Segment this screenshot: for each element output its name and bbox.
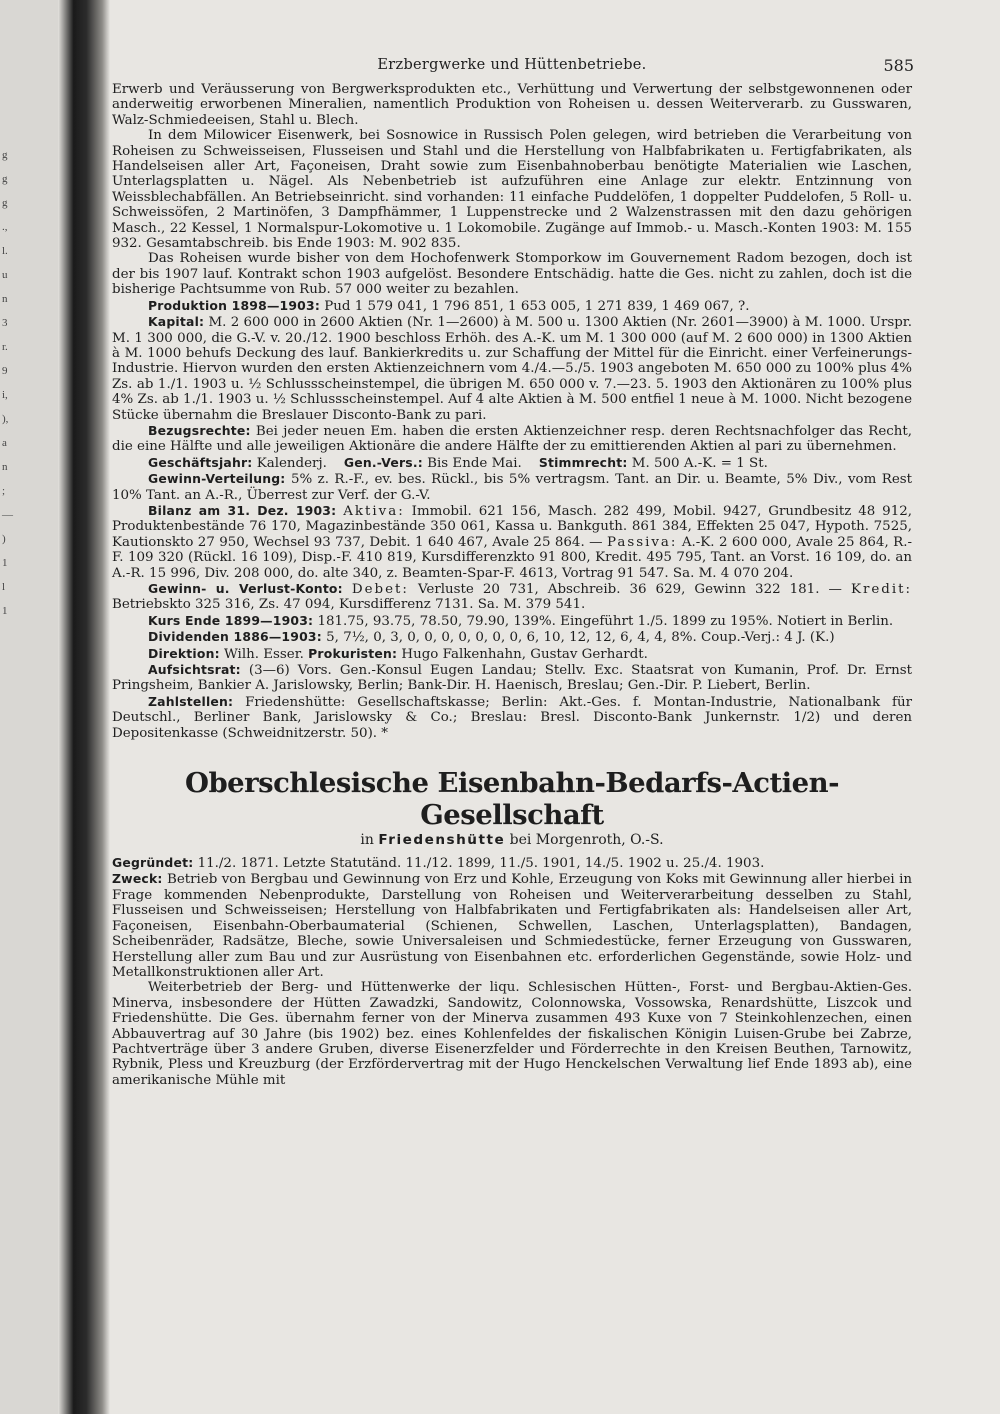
document-page: [112, 58, 912, 1088]
authorized-officers-text: Hugo Falkenhahn, Gustav Gerhardt.: [401, 646, 648, 662]
running-head: Erzbergwerke und Hüttenbetriebe.: [377, 57, 647, 73]
gutter-fragment: g: [2, 173, 8, 185]
general-meeting-label: Gen.-Vers.:: [343, 454, 423, 470]
gutter-fragment: l: [2, 581, 6, 593]
founded-text: 11./2. 1871. Letzte Statutänd. 11./12. 1899, 11./5. 1901, 14./5. 1902 u. 25./4. 1903.: [197, 856, 765, 872]
milowice-works-paragraph: In dem Milowicer Eisenwerk, bei Sosnowice in Russisch Polen gelegen, wird betrieben die Verarbeitung von Roheisen zu Schweisseisen, Flusseisen und Stahl und die Herstellung von Halbfabrikaten u. Fertigfabrikaten, als Handelseisen aller Art, Façoneisen, Draht sowie zum Eisenbahnoberbau benötigte Materialien wie Laschen, Unterlagsplatten u. Nägel. Als Nebenbetrieb ist aufzuführen eine Anlage zur elektr. Entzinnung von Weissblechabfällen. An Betriebseinricht. sind vorhanden: 11 einfache Puddelöfen, 1 doppelter Puddelofen, 5 Roll- u. Schweissöfen, 2 Martinöfen, 3 Dampfhämmer, 1 Luppenstrecke und 2 Walzenstrassen mit den dazu gehörigen Masch., 22 Kessel, 1 Normalspur-Lokomotive u. 1 Lokomobile. Zugänge auf Immob.- u. Masch.-Konten 1903: M. 155 932. Gesamtabschreib. bis Ende 1903: M. 902 835.: [112, 128, 912, 252]
subscription-rights-section: [112, 423, 912, 455]
location-name: Friedenshütte: [378, 832, 506, 849]
share-price-label: Kurs Ende 1899—1903:: [148, 612, 314, 628]
founded-label: Gegründet:: [112, 855, 194, 871]
purpose-label: Zweck:: [112, 871, 163, 887]
assets-label: Aktiva:: [343, 503, 405, 519]
gutter-fragment: 1: [2, 605, 8, 617]
gutter-fragment: ;: [2, 485, 6, 497]
gutter-fragment: 1: [2, 557, 8, 569]
credit-label: Kredit:: [850, 582, 913, 597]
general-meeting-text: Bis Ende Mai.: [427, 455, 522, 471]
fiscal-year-text: Kalenderj.: [256, 455, 327, 471]
management-section: [112, 646, 912, 662]
profit-distribution-section: [112, 471, 912, 503]
gutter-fragment: —: [2, 509, 13, 521]
paying-agents-label: Zahlstellen:: [148, 693, 234, 709]
debit-label: Debet:: [351, 582, 409, 597]
gutter-fragment: 9: [2, 365, 8, 377]
production-label: Produktion 1898—1903:: [148, 297, 320, 313]
profit-distribution-label: Gewinn-Verteilung:: [148, 471, 286, 487]
supervisory-board-text: (3—6) Vors. Gen.-Konsul Eugen Landau; Stellv. Exc. Staatsrat von Kumanin, Prof. Dr. Ernst Pringsheim, Bankier A. Jarislowsky, Berlin; Bank-Dir. H. Haenisch, Breslau; Gen.-Dir. P. Liebert, Berlin.: [112, 663, 912, 694]
capital-label: Kapital:: [148, 314, 205, 330]
supervisory-board-section: [112, 662, 912, 694]
management-label: Direktion:: [148, 645, 220, 661]
share-price-text: 181.75, 93.75, 78.50, 79.90, 139%. Eingeführt 1./5. 1899 zu 195%. Notiert in Berlin.: [317, 613, 894, 629]
production-section: [112, 298, 912, 314]
credit-text: Betriebskto 325 316, Zs. 47 094, Kursdifferenz 7131. Sa. M. 379 541.: [112, 597, 586, 613]
profit-distribution-text: 5% z. R.-F., ev. bes. Rückl., bis 5% vertragsm. Tant. an Dir. u. Beamte, 5% Div., vom Rest 10% Tant. an A.-R., Überrest zur Verf. der G.-V.: [112, 472, 912, 503]
liabilities-label: Passiva:: [606, 534, 678, 550]
debit-text: Verluste 20 731, Abschreib. 36 629, Gewinn 322 181. —: [417, 582, 842, 597]
gutter-fragment: 3: [2, 317, 8, 329]
fiscal-year-label: Geschäftsjahr:: [148, 454, 253, 470]
purpose-text: Betrieb von Bergbau und Gewinnung von Erz und Kohle, Erzeugung von Koks mit Gewinnung aller hierbei in Frage kommenden Nebenprodukte, Darstellung von Roheisen und Weiterverarbeitung desselben zu Stahl, Flusseisen und Schweisseisen; Herstellung von Halbfabrikaten und Fertigfabrikaten als: Handelseisen aller Art, Façoneisen, Eisenbahn-Oberbaumaterial (Schienen, Schwellen, Laschen, Unterlagsplatten), Bandagen, Scheibenräder, Radsätze, Bleche, sowie Universaleisen und Schmiedestücke, ferner Erzeugung von Gusswaren, Herstellung aller zum Bau und zur Ausrüstung von Eisenbahnen etc. erforderlichen Gegenstände, sowie Holz- und Metallkonstruktionen aller Art.: [112, 872, 912, 980]
dividends-label: Dividenden 1886—1903:: [148, 629, 322, 645]
supervisory-board-label: Aufsichtsrat:: [148, 662, 241, 678]
gutter-fragment: ),: [2, 413, 9, 425]
production-text: Pud 1 579 041, 1 796 851, 1 653 005, 1 271 839, 1 469 067, ?.: [324, 298, 750, 314]
company-heading: Oberschlesische Eisenbahn-Bedarfs-Actien-Gesellschaft: [184, 767, 839, 832]
continued-operations-paragraph: Weiterbetrieb der Berg- und Hüttenwerke der liqu. Schlesischen Hütten-, Forst- und Bergbau-Aktien-Ges. Minerva, insbesondere der Hütten Zawadzki, Sandowitz, Colonnowska, Vossowska, Renardshütte, Liszcok und Friedenshütte. Die Ges. übernahm ferner von der Minerva zusammen 493 Kuxe von 7 Steinkohlenzechen, einen Abbauvertrag auf 30 Jahre (bis 1902) bez. eines Kohlenfeldes der fiskalischen Königin Luisen-Grube bei Zabrze, Pachtverträge über 3 andere Gruben, diverse Eisenerzfelder und Förderrechte in den Kreisen Beuthen, Tarnowitz, Rybnik, Pless und Kreuzburg (der Erzfördervertrag mit der Hugo Henckelschen Verwaltung lief Ende 1893 ab), eine amerikanische Mühle mit: [112, 980, 912, 1088]
gutter-fragment: n: [2, 461, 8, 473]
paying-agents-section: [112, 694, 912, 741]
founded-section: [112, 855, 912, 871]
voting-right-text: M. 500 A.-K. = 1 St.: [631, 455, 768, 471]
liabilities-text: A.-K. 2 600 000, Avale 25 864, R.-F. 109 320 (Rückl. 16 109), Disp.-F. 410 819, Kursdifferenzkto 91 800, Kredit. 495 795, Tant. an Vorst. 16 109, do. an A.-R. 15 996, Div. 208 000, do. alte 340, z. Beamten-Spar-F. 4613, Vortrag 91 547. Sa. M. 4 070 204.: [112, 534, 912, 581]
location-suffix: bei Morgenroth, O.-S.: [509, 832, 664, 849]
pig-iron-supply-paragraph: Das Roheisen wurde bisher von dem Hochofenwerk Stomporkow im Gouvernement Radom bezogen, doch ist der bis 1907 lauf. Kontrakt schon 1903 aufgelöst. Besondere Entschädig. hatte die Ges. nicht zu zahlen, doch ist die bisherige Pachtsumme von Rub. 57 000 weiter zu bezahlen.: [112, 251, 912, 298]
purpose-continuation: Erwerb und Veräusserung von Bergwerksprodukten etc., Verhüttung und Verwertung der selbstgewonnenen oder anderweitig erworbenen Mineralien, namentlich Produktion von Roheisen u. dessen Weiterverarb. zu Gusswaren, Walz-Schmiedeeisen, Stahl u. Blech.: [112, 82, 912, 128]
profit-loss-label: Gewinn- u. Verlust-Konto:: [148, 581, 343, 596]
paying-agents-text: Friedenshütte: Gesellschaftskasse; Berlin: Akt.-Ges. f. Montan-Industrie, Nationalbank für Deutschl., Berliner Bank, Jarislowsky & Co.; Breslau: Bresl. Disconto-Bank Junkernstr. 1/2) und deren Depositenkasse (Schweidnitzerstr. 50). *: [112, 694, 912, 741]
capital-text: M. 2 600 000 in 2600 Aktien (Nr. 1—2600) à M. 500 u. 1300 Aktien (Nr. 2601—3900) à M. 1000. Urspr. M. 1 300 000, die G.-V. v. 20./12. 1900 beschloss Erhöh. des A.-K. um M. 1 300 000 (auf M. 2 600 000) in 1300 Aktien à M. 1000 behufs Deckung des lauf. Bankierkredits u. zur Schaffung der Mittel für die Einricht. einer Verfeinerungs-Industrie. Hiervon wurden den ersten Aktienzeichnern vom 4./4.—5./5. 1903 angeboten M. 650 000 zu 100% plus 4% Zs. ab 1./1. 1903 u. ½ Schlussscheinstempel, die übrigen M. 650 000 v. 7.—23. 5. 1903 den Aktionären zu 100% plus 4% Zs. ab 1./1. 1903 u. ½ Schlussscheinstempel. Auf 4 alte Aktien à M. 500 entfiel 1 neue à M. 1000. Nicht bezogene Stücke übernahm die Breslauer Disconto-Bank zu pari.: [112, 315, 912, 423]
gutter-fragment: r.: [2, 341, 8, 353]
gutter-fragment: l.: [2, 245, 8, 257]
page-header: [112, 58, 912, 82]
gutter-fragment: ): [2, 533, 6, 545]
assets-text: Immobil. 621 156, Masch. 282 499, Mobil. 9427, Grundbesitz 48 912, Produktenbestände 76 170, Magazinbestände 350 061, Kassa u. Bankguth. 861 384, Effekten 25 047, Hypoth. 7525, Kautionskto 27 950, Wechsel 93 737, Debit. 1 640 467, Avale 25 864. —: [112, 503, 912, 550]
balance-sheet-label: Bilanz am 31. Dez. 1903:: [148, 502, 337, 518]
subscription-rights-text: Bei jeder neuen Em. haben die ersten Aktienzeichner resp. deren Rechtsnachfolger das Recht, die eine Hälfte und alle jeweiligen Aktionäre die andere Hälfte der zu emittierenden Aktien al pari zu übernehmen.: [112, 423, 912, 455]
gutter-fragment: g: [2, 197, 8, 209]
gutter-fragment: g: [2, 149, 8, 161]
fiscal-year-section: [112, 455, 912, 471]
gutter-fragment: .,: [2, 221, 8, 233]
subscription-rights-label: Bezugsrechte:: [148, 422, 251, 438]
dividends-text: 5, 7½, 0, 3, 0, 0, 0, 0, 0, 0, 0, 6, 10, 12, 12, 6, 4, 4, 8%. Coup.-Verj.: 4 J. (K.): [326, 630, 835, 646]
gutter-fragment: i,: [2, 389, 8, 401]
profit-loss-section: [112, 581, 912, 613]
gutter-fragment: u: [2, 269, 8, 281]
capital-section: [112, 314, 912, 423]
page-number: 585: [883, 56, 914, 75]
authorized-officers-label: Prokuristen:: [308, 645, 398, 661]
balance-sheet-section: [112, 503, 912, 581]
gutter-fragment: a: [2, 437, 7, 449]
voting-right-label: Stimmrecht:: [538, 454, 628, 470]
management-text: Wilh. Esser.: [224, 646, 304, 662]
purpose-section: [112, 871, 912, 980]
gutter-fragment: n: [2, 293, 8, 305]
company-location: [112, 831, 912, 849]
location-prefix: in: [360, 832, 374, 849]
share-price-section: [112, 613, 912, 629]
binding-shadow: [58, 0, 110, 1414]
dividends-section: [112, 629, 912, 645]
